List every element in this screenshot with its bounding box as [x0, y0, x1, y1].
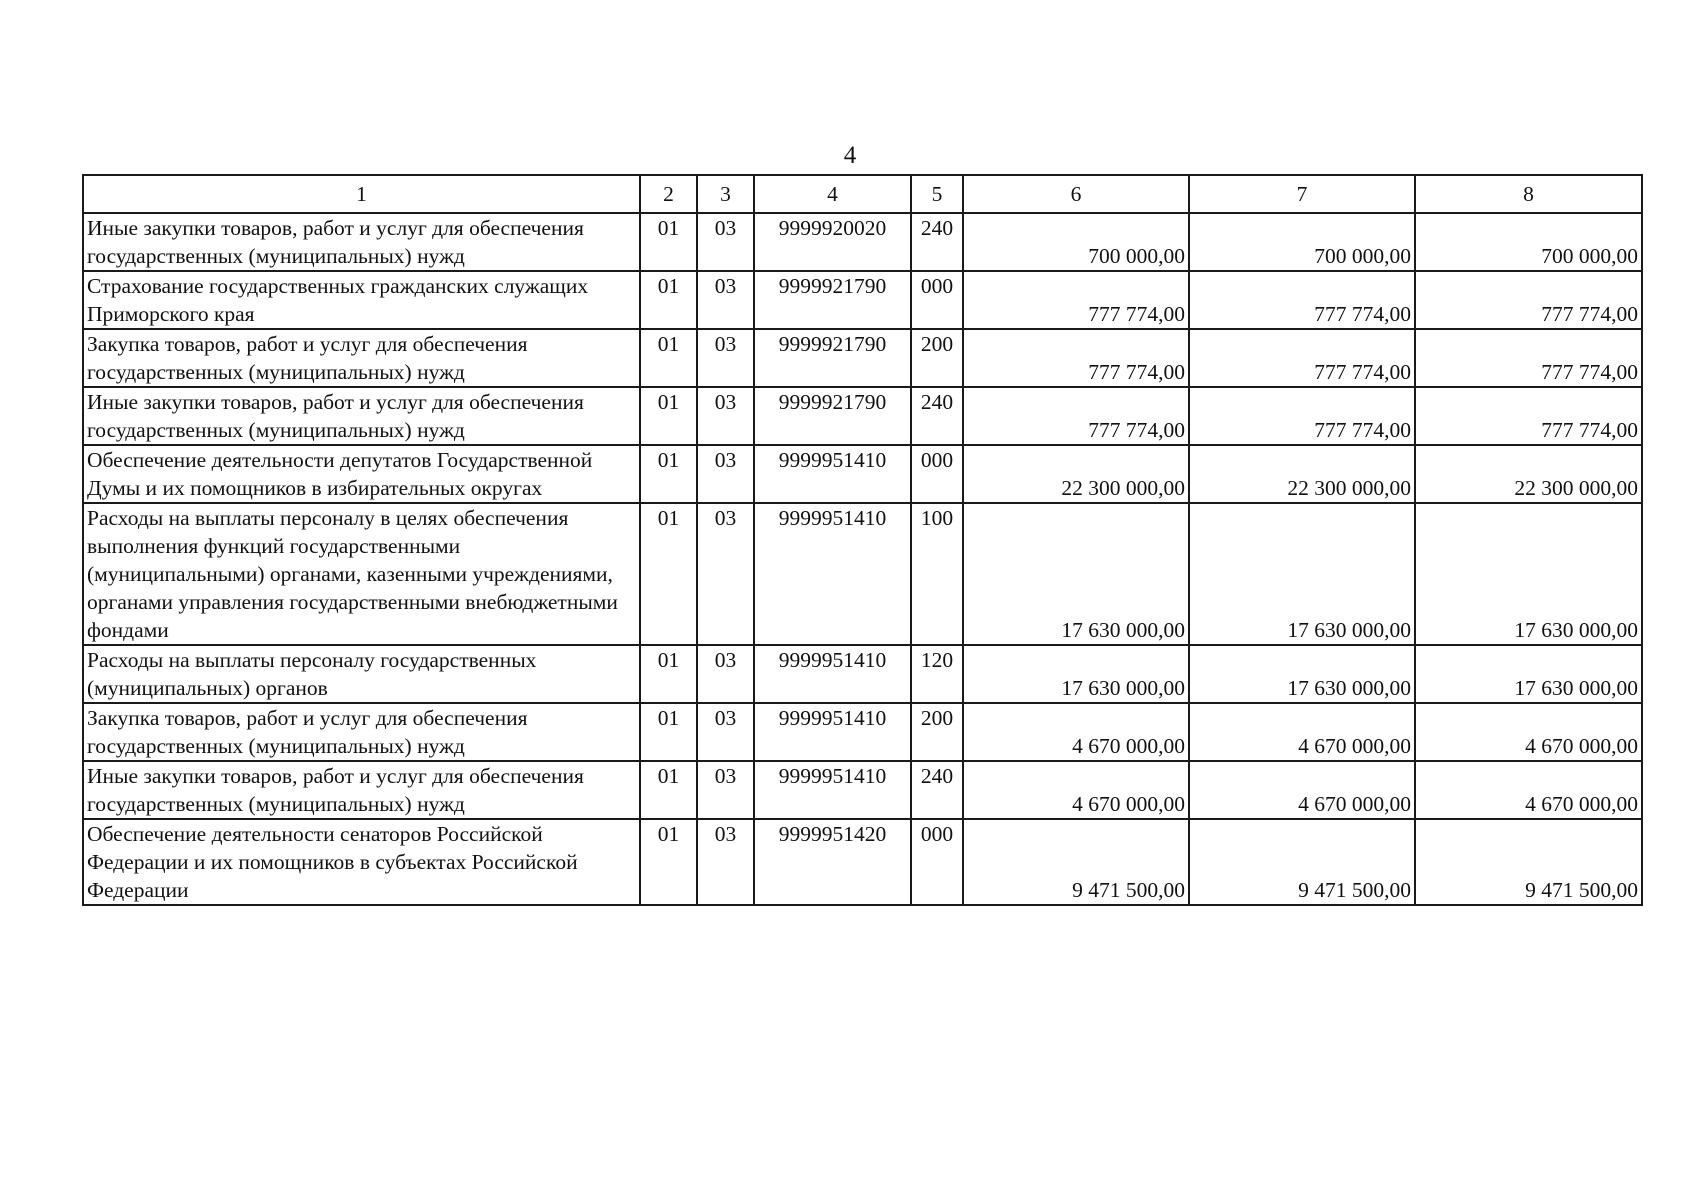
- column-header-1: 1: [83, 175, 640, 213]
- budget-table: [82, 174, 1643, 906]
- subsection-code-cell: 03: [697, 213, 754, 271]
- expense-type-code-cell: 240: [911, 761, 963, 819]
- amount-col7-cell: 4 670 000,00: [1189, 761, 1415, 819]
- target-article-code-cell: 9999921790: [754, 271, 911, 329]
- target-article-code-cell: 9999951410: [754, 703, 911, 761]
- expense-type-code-cell: 000: [911, 445, 963, 503]
- column-header-3: 3: [697, 175, 754, 213]
- amount-col8-cell: 17 630 000,00: [1415, 503, 1642, 645]
- column-header-7: 7: [1189, 175, 1415, 213]
- subsection-code-cell: 03: [697, 503, 754, 645]
- amount-col7-cell: 700 000,00: [1189, 213, 1415, 271]
- row-name-cell: Закупка товаров, работ и услуг для обеспечения государственных (муниципальных) нужд: [83, 703, 640, 761]
- section-code-cell: 01: [640, 387, 697, 445]
- subsection-code-cell: 03: [697, 271, 754, 329]
- table-row: [83, 645, 1642, 703]
- amount-col7-cell: 17 630 000,00: [1189, 645, 1415, 703]
- amount-col7-cell: 9 471 500,00: [1189, 819, 1415, 905]
- subsection-code-cell: 03: [697, 703, 754, 761]
- section-code-cell: 01: [640, 271, 697, 329]
- amount-col8-cell: 4 670 000,00: [1415, 703, 1642, 761]
- expense-type-code-cell: 100: [911, 503, 963, 645]
- subsection-code-cell: 03: [697, 445, 754, 503]
- row-name-cell: Обеспечение деятельности сенаторов Российской Федерации и их помощников в субъектах Российской Федерации: [83, 819, 640, 905]
- target-article-code-cell: 9999920020: [754, 213, 911, 271]
- row-name-cell: Расходы на выплаты персоналу в целях обеспечения выполнения функций государственными (муниципальными) органами, казенными учреждениями, органами управления государственными внебюджетными фондами: [83, 503, 640, 645]
- amount-col7-cell: 4 670 000,00: [1189, 703, 1415, 761]
- amount-col7-cell: 17 630 000,00: [1189, 503, 1415, 645]
- table-row: [83, 445, 1642, 503]
- subsection-code-cell: 03: [697, 387, 754, 445]
- row-name-cell: Иные закупки товаров, работ и услуг для обеспечения государственных (муниципальных) нужд: [83, 387, 640, 445]
- expense-type-code-cell: 240: [911, 213, 963, 271]
- table-row: [83, 703, 1642, 761]
- expense-type-code-cell: 000: [911, 819, 963, 905]
- amount-col8-cell: 777 774,00: [1415, 329, 1642, 387]
- section-code-cell: 01: [640, 503, 697, 645]
- table-row: [83, 271, 1642, 329]
- amount-col8-cell: 17 630 000,00: [1415, 645, 1642, 703]
- target-article-code-cell: 9999951410: [754, 761, 911, 819]
- amount-col6-cell: 777 774,00: [963, 329, 1189, 387]
- expense-type-code-cell: 120: [911, 645, 963, 703]
- amount-col6-cell: 4 670 000,00: [963, 703, 1189, 761]
- section-code-cell: 01: [640, 213, 697, 271]
- expense-type-code-cell: 200: [911, 329, 963, 387]
- subsection-code-cell: 03: [697, 329, 754, 387]
- table-row: [83, 503, 1642, 645]
- row-name-cell: Обеспечение деятельности депутатов Государственной Думы и их помощников в избирательных округах: [83, 445, 640, 503]
- table-row: [83, 213, 1642, 271]
- amount-col6-cell: 22 300 000,00: [963, 445, 1189, 503]
- row-name-cell: Закупка товаров, работ и услуг для обеспечения государственных (муниципальных) нужд: [83, 329, 640, 387]
- row-name-cell: Расходы на выплаты персоналу государственных (муниципальных) органов: [83, 645, 640, 703]
- subsection-code-cell: 03: [697, 761, 754, 819]
- row-name-cell: Страхование государственных гражданских служащих Приморского края: [83, 271, 640, 329]
- amount-col6-cell: 700 000,00: [963, 213, 1189, 271]
- target-article-code-cell: 9999951420: [754, 819, 911, 905]
- amount-col7-cell: 777 774,00: [1189, 271, 1415, 329]
- amount-col6-cell: 17 630 000,00: [963, 645, 1189, 703]
- column-header-8: 8: [1415, 175, 1642, 213]
- expense-type-code-cell: 200: [911, 703, 963, 761]
- table-row: [83, 387, 1642, 445]
- target-article-code-cell: 9999921790: [754, 387, 911, 445]
- amount-col8-cell: 777 774,00: [1415, 271, 1642, 329]
- subsection-code-cell: 03: [697, 819, 754, 905]
- row-name-cell: Иные закупки товаров, работ и услуг для обеспечения государственных (муниципальных) нужд: [83, 761, 640, 819]
- column-header-4: 4: [754, 175, 911, 213]
- column-header-2: 2: [640, 175, 697, 213]
- amount-col8-cell: 9 471 500,00: [1415, 819, 1642, 905]
- section-code-cell: 01: [640, 703, 697, 761]
- column-header-6: 6: [963, 175, 1189, 213]
- amount-col6-cell: 9 471 500,00: [963, 819, 1189, 905]
- amount-col8-cell: 777 774,00: [1415, 387, 1642, 445]
- section-code-cell: 01: [640, 761, 697, 819]
- amount-col6-cell: 777 774,00: [963, 387, 1189, 445]
- section-code-cell: 01: [640, 645, 697, 703]
- amount-col6-cell: 777 774,00: [963, 271, 1189, 329]
- section-code-cell: 01: [640, 819, 697, 905]
- table-row: [83, 761, 1642, 819]
- row-name-cell: Иные закупки товаров, работ и услуг для обеспечения государственных (муниципальных) нужд: [83, 213, 640, 271]
- column-header-5: 5: [911, 175, 963, 213]
- table-row: [83, 819, 1642, 905]
- target-article-code-cell: 9999921790: [754, 329, 911, 387]
- amount-col8-cell: 700 000,00: [1415, 213, 1642, 271]
- expense-type-code-cell: 000: [911, 271, 963, 329]
- amount-col7-cell: 777 774,00: [1189, 387, 1415, 445]
- amount-col8-cell: 22 300 000,00: [1415, 445, 1642, 503]
- target-article-code-cell: 9999951410: [754, 645, 911, 703]
- section-code-cell: 01: [640, 445, 697, 503]
- target-article-code-cell: 9999951410: [754, 445, 911, 503]
- section-code-cell: 01: [640, 329, 697, 387]
- amount-col8-cell: 4 670 000,00: [1415, 761, 1642, 819]
- table-header-row: [83, 175, 1642, 213]
- target-article-code-cell: 9999951410: [754, 503, 911, 645]
- subsection-code-cell: 03: [697, 645, 754, 703]
- amount-col7-cell: 777 774,00: [1189, 329, 1415, 387]
- amount-col6-cell: 17 630 000,00: [963, 503, 1189, 645]
- amount-col7-cell: 22 300 000,00: [1189, 445, 1415, 503]
- amount-col6-cell: 4 670 000,00: [963, 761, 1189, 819]
- expense-type-code-cell: 240: [911, 387, 963, 445]
- table-row: [83, 329, 1642, 387]
- page-number: 4: [843, 142, 857, 169]
